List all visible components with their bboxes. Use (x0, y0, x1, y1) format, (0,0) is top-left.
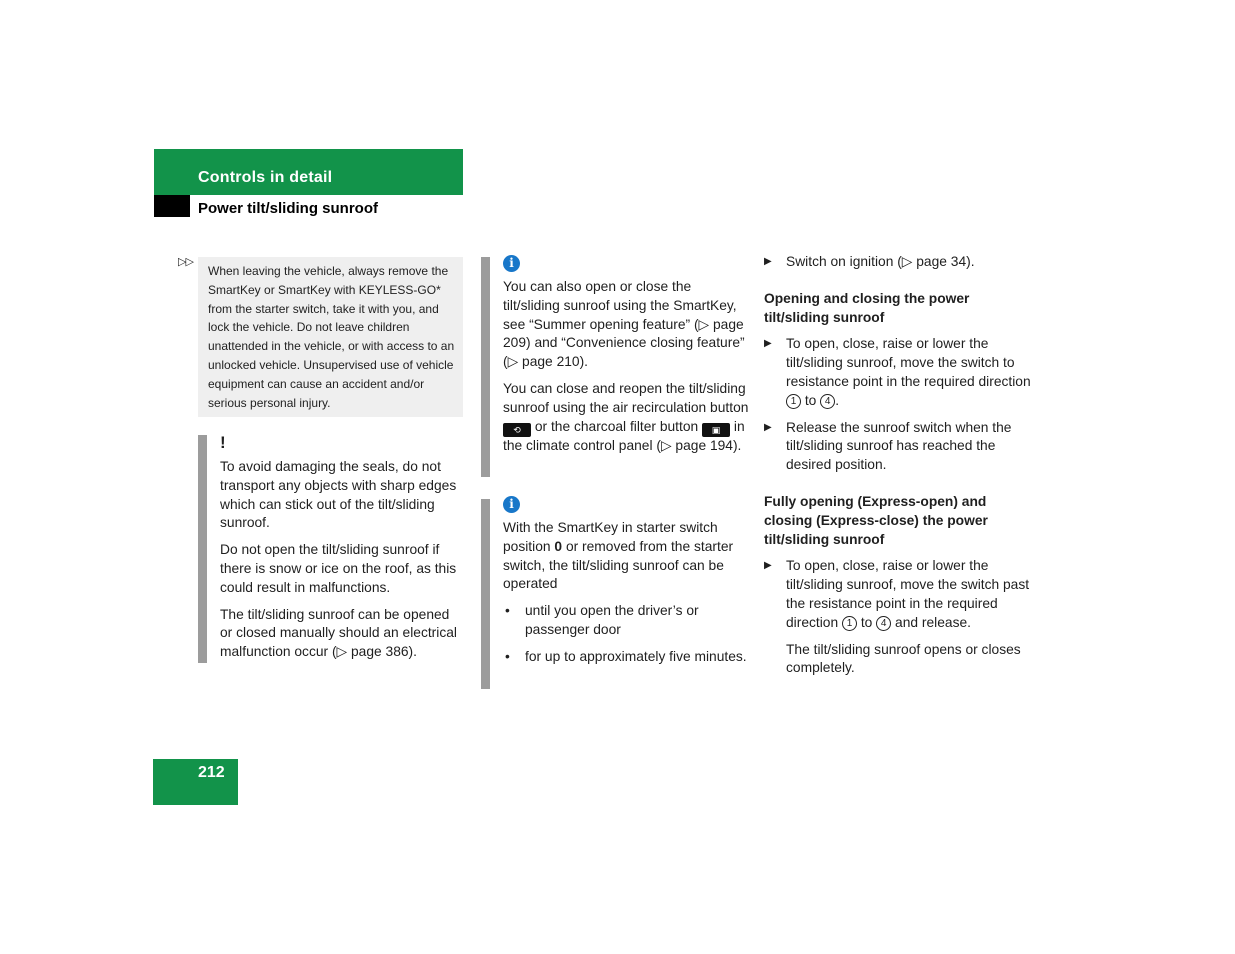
info-note-2 (503, 496, 749, 675)
instruction-step: ▶ To open, close, raise or lower the tilt/sliding sunroof, move the switch to resistance point in the required direction 1 to 4 . (764, 336, 1031, 408)
caution-note-bar (198, 435, 207, 663)
direction-1-icon: 1 (842, 616, 857, 631)
step-arrow-icon: ▶ (764, 256, 772, 267)
instruction-step: ▶ To open, close, raise or lower the tilt/sliding sunroof, move the switch past the resistance point in the required direction 1 to 4 and release. (764, 558, 1030, 630)
info-icon: i (503, 496, 520, 513)
info-bullet-list (503, 602, 749, 666)
caution-paragraph: The tilt/sliding sunroof can be opened or closed manually should an electrical malfunction occur (▷ page 386). (220, 606, 457, 660)
continuation-arrows-icon: ▷▷ (178, 256, 193, 268)
instruction-step: ▶ Switch on ignition (▷ page 34). (764, 253, 1034, 272)
info-note-bar (481, 499, 490, 689)
caution-paragraph: To avoid damaging the seals, do not transport any objects with sharp edges which can stick out of the tilt/sliding sunroof. (220, 459, 457, 531)
result-text: The tilt/sliding sunroof opens or closes completely. (786, 641, 1021, 676)
subsection-title: Power tilt/sliding sunroof (198, 200, 378, 217)
direction-4-icon: 4 (876, 616, 891, 631)
list-item: • for up to approximately five minutes. (503, 648, 749, 667)
info-icon: i (503, 255, 520, 272)
section-heading: Opening and closing the power tilt/sliding sunroof (764, 290, 970, 325)
info-paragraph: With the SmartKey in starter switch position 0 or removed from the starter switch, the tilt/sliding sunroof can be operated (503, 520, 734, 592)
section-title: Controls in detail (198, 169, 333, 186)
instructions-column (764, 253, 1034, 678)
section-heading: Fully opening (Express-open) and closing (Express-close) the power tilt/sliding sunroof (764, 493, 988, 547)
subsection-marker (154, 195, 190, 217)
charcoal-filter-icon: ▣ (702, 423, 730, 437)
warning-text: When leaving the vehicle, always remove the SmartKey or SmartKey with KEYLESS-GO* from the starter switch, take it with you, and lock the vehicle. Do not leave children unattended in the vehicle, or with access to an unlocked vehicle. Unsupervised use of vehicle equipment can cause an accident and/or serious personal injury. (208, 264, 455, 410)
page-number: 212 (198, 764, 225, 781)
direction-1-icon: 1 (786, 394, 801, 409)
instruction-step: ▶ Release the sunroof switch when the tilt/sliding sunroof has reached the desired position. (764, 419, 1012, 473)
step-arrow-icon: ▶ (764, 338, 772, 350)
caution-paragraph: Do not open the tilt/sliding sunroof if there is snow or ice on the roof, as this could result in malfunctions. (220, 542, 457, 595)
direction-4-icon: 4 (820, 394, 835, 409)
info-note-bar (481, 257, 490, 477)
step-arrow-icon: ▶ (764, 421, 772, 433)
list-item: • until you open the driver’s or passenger door (503, 602, 749, 640)
caution-note (220, 434, 464, 670)
exclamation-icon: ! (220, 433, 226, 452)
info-paragraph: You can close and reopen the tilt/sliding sunroof using the air recirculation button ⟲ or the charcoal filter button ▣ in the climate control panel (▷ page 194). (503, 380, 749, 453)
info-note-1 (503, 255, 749, 463)
page-number-box (153, 759, 238, 805)
step-arrow-icon: ▶ (764, 560, 772, 572)
info-paragraph: You can also open or close the tilt/sliding sunroof using the SmartKey, see “Summer opening feature” (▷ page 209) and “Convenience closing feature” (▷ page 210). (503, 279, 745, 370)
air-recirculation-icon: ⟲ (503, 423, 531, 437)
